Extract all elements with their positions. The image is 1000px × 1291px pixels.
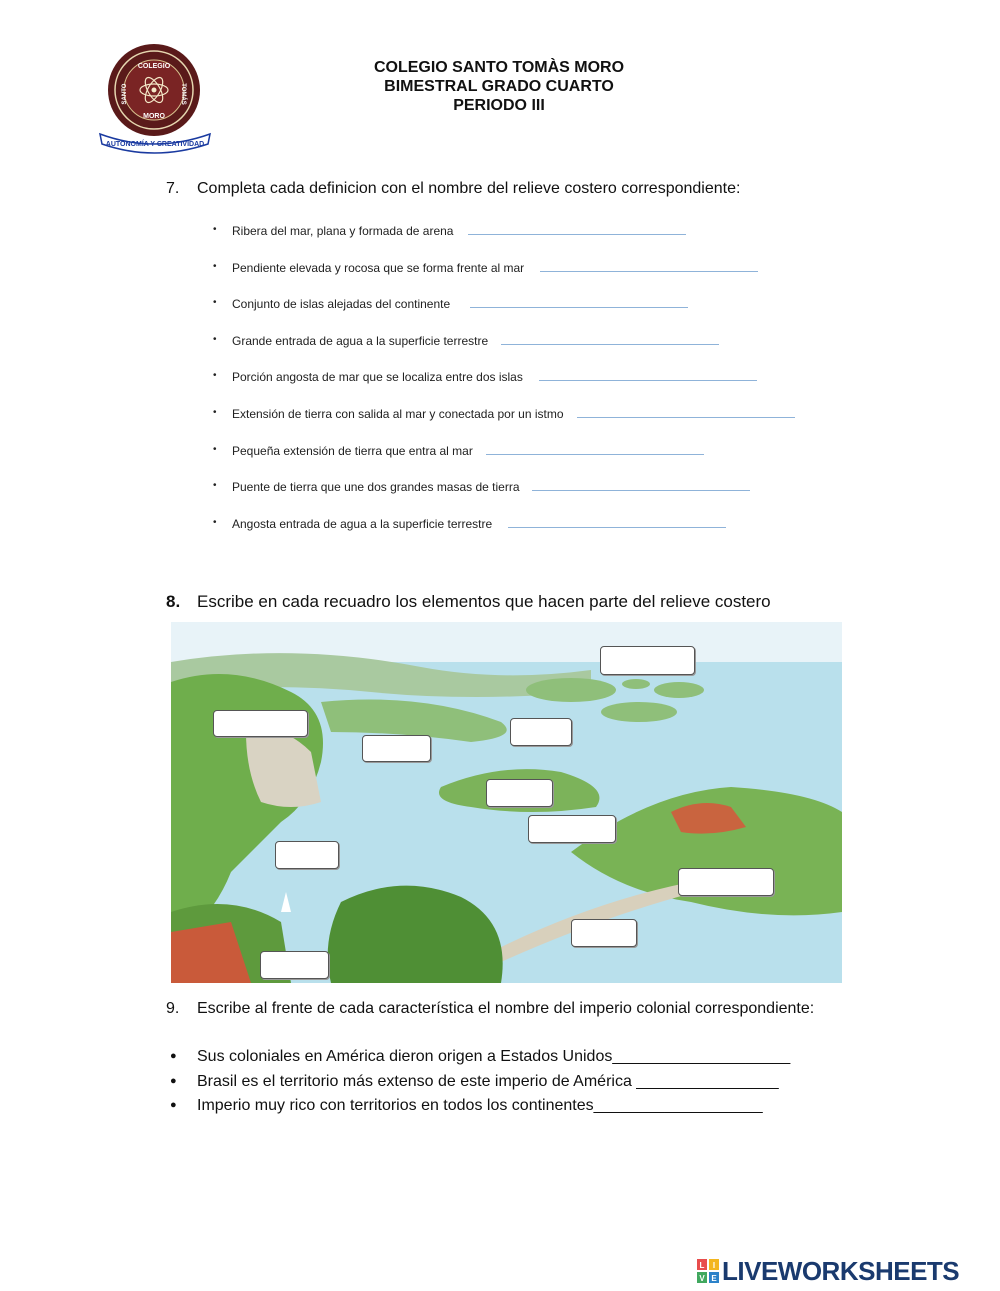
label-box-strait[interactable] [510,718,572,746]
bullet: • [213,480,217,492]
definition-text: Grande entrada de agua a la superficie terrestre [232,333,489,348]
definition-text: Conjunto de islas alejadas del continente [232,297,451,312]
answer-line[interactable] [577,417,795,418]
school-logo [96,42,216,158]
answer-line[interactable] [470,307,688,308]
question-number: 7. [166,180,180,197]
definition-text: Ribera del mar, plana y formada de arena [232,224,454,238]
definition-item [213,328,833,365]
label-box-cape[interactable] [260,951,329,979]
svg-text:I: I [712,1261,716,1270]
list-item [170,1073,790,1098]
definition-item [213,401,833,438]
answer-line[interactable] [468,234,686,235]
definition-item [213,438,833,475]
question-number: 8. [166,592,181,611]
bullet: • [213,224,217,235]
question-text: Escribe al frente de cada característica el nombre del imperio colonial correspondiente: [197,1000,815,1017]
definition-item [213,255,833,292]
empire-characteristics-list [170,1048,790,1122]
definition-text: Puente de tierra que une dos grandes masas de tierra [232,480,520,495]
characteristic-text[interactable]: Sus coloniales en América dieron origen a Estados Unidos____________________ [197,1048,791,1065]
question-text: Completa cada definicion con el nombre del relieve costero correspondiente: [197,180,741,197]
label-box-archipelago[interactable] [600,646,695,675]
answer-line[interactable] [539,380,757,381]
list-item [170,1048,790,1073]
list-item [170,1097,790,1122]
svg-text:E: E [711,1274,717,1283]
svg-text:SANTO: SANTO [122,83,128,105]
question-9-title [166,1000,814,1018]
svg-text:AUTONOMÍA Y CREATIVIDAD: AUTONOMÍA Y CREATIVIDAD [105,141,205,148]
answer-line[interactable] [540,271,758,272]
liveworksheets-logo-icon [697,1259,719,1283]
question-text: Escribe en cada recuadro los elementos que hacen parte del relieve costero [197,592,771,611]
document-header [300,58,698,115]
bullet: • [213,370,217,382]
answer-line[interactable] [486,454,704,455]
definition-item [213,474,833,511]
period-title: PERIODO III [453,97,545,114]
bullet: • [213,516,217,528]
definition-item [213,291,833,328]
label-box-beach[interactable] [275,841,339,869]
question-number: 9. [166,1000,180,1017]
definition-text: Pendiente elevada y rocosa que se forma frente al mar [232,260,525,275]
label-box-peninsula[interactable] [678,868,774,896]
bullet: ● [170,1074,177,1087]
bullet: ● [170,1099,177,1111]
bullet: • [213,406,217,418]
svg-text:COLEGIO: COLEGIO [137,63,171,70]
bullet: • [213,333,217,345]
bullet: • [213,297,217,309]
brand-name: LIVEWORKSHEETS [722,1256,960,1286]
definition-item [213,364,833,401]
question-7-title [166,180,740,198]
svg-text:TOMÁS: TOMÁS [180,83,186,105]
label-box-isthmus[interactable] [571,919,637,947]
coastal-relief-illustration [171,622,842,983]
bullet: ● [170,1050,177,1062]
svg-text:L: L [699,1261,705,1270]
definition-item [213,511,833,548]
definition-text: Angosta entrada de agua a la superficie terrestre [232,516,493,531]
label-box-gulf[interactable] [528,815,616,843]
bullet: • [213,260,217,272]
definition-text: Pequeña extensión de tierra que entra al mar [232,443,473,458]
answer-line[interactable] [501,344,719,345]
label-box-bay[interactable] [362,735,431,762]
definition-text: Extensión de tierra con salida al mar y conectada por un istmo [232,406,564,421]
definition-list [213,218,833,547]
characteristic-text[interactable]: Brasil es el territorio más extenso de este imperio de América ________________ [197,1072,779,1090]
definition-item [213,218,833,255]
liveworksheets-watermark [697,1256,997,1286]
bullet: • [213,443,217,455]
school-name: COLEGIO SANTO TOMÀS MORO [373,59,625,76]
label-box-island[interactable] [486,779,553,807]
svg-text:V: V [699,1274,705,1283]
question-8-title [166,592,771,612]
exam-title: BIMESTRAL GRADO CUARTO [384,78,614,95]
answer-line[interactable] [532,490,750,491]
definition-text: Porción angosta de mar que se localiza entre dos islas [232,370,523,385]
answer-line[interactable] [508,527,726,528]
characteristic-text[interactable]: Imperio muy rico con territorios en todos los continentes___________________ [197,1097,763,1114]
svg-text:MORO: MORO [143,113,165,120]
label-box-cliff[interactable] [213,710,308,737]
